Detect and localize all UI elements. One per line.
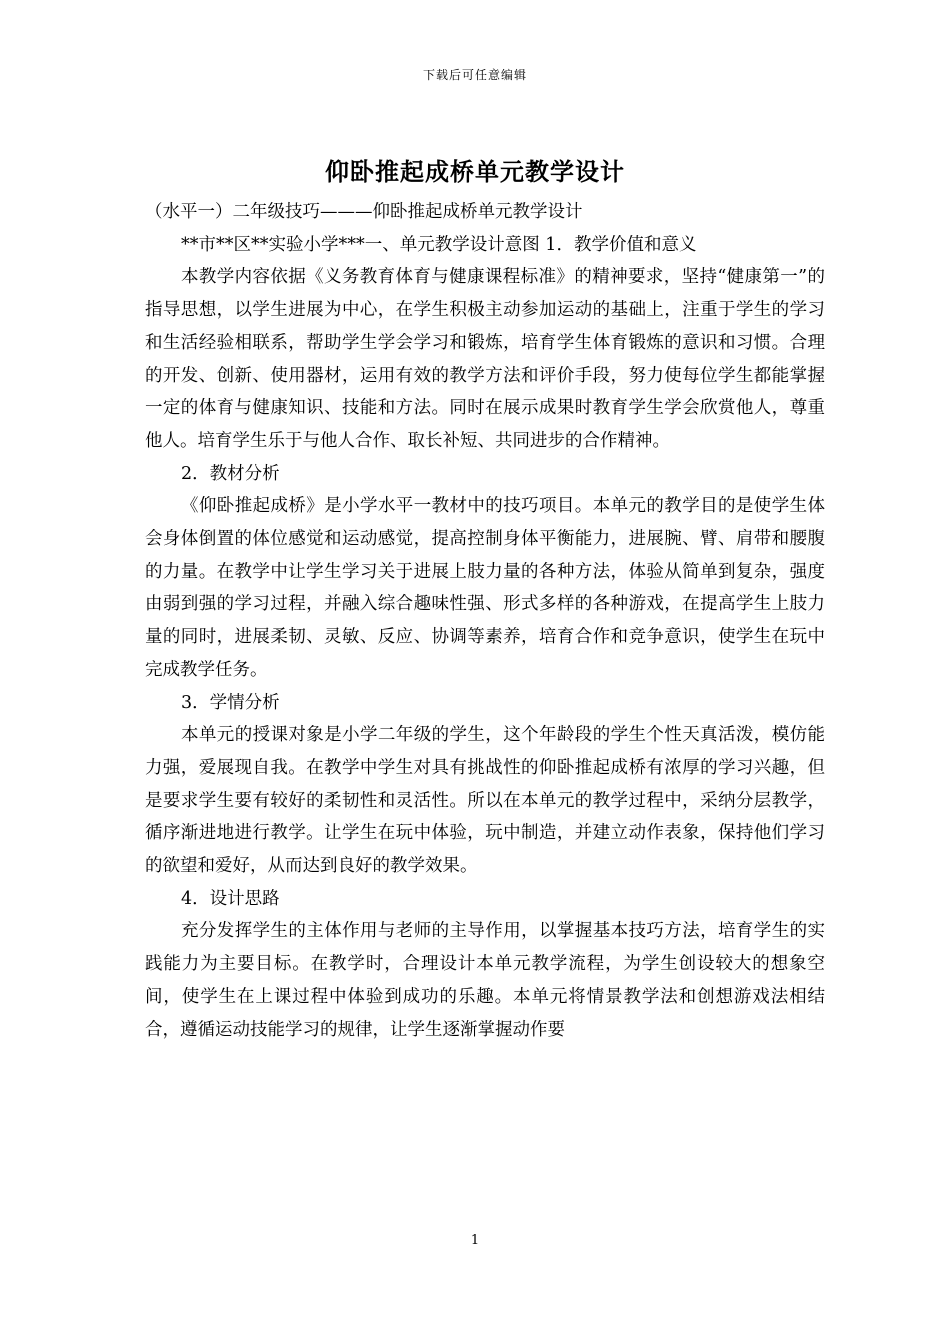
paragraph-student-analysis: 本单元的授课对象是小学二年级的学生，这个年龄段的学生个性天真活泼，模仿能力强，爱展现自我。在教学中学生对具有挑战性的仰卧推起成桥有浓厚的学习兴趣，但是要求学生要有较好的柔韧性和灵活性。所以在本单元的教学过程中，采纳分层教学，循序渐进地进行教学。让学生在玩中体验，玩中制造，并建立动作表象，保持他们学习的欲望和爱好，从而达到良好的教学效果。 <box>145 725 825 877</box>
paragraph-material-analysis: 《仰卧推起成桥》是小学水平一教材中的技巧项目。本单元的教学目的是使学生体会身体倒置的体位感觉和运动感觉，提高控制身体平衡能力，进展腕、臂、肩带和腰腹的力量。在教学中让学生学习关于进展上肢力量的各种方法，体验从简单到复杂，强度由弱到强的学习过程，并融入综合趣味性强、形式多样的各种游戏，在提高学生上肢力量的同时，进展柔韧、灵敏、反应、协调等素养，培育合作和竞争意识，使学生在玩中完成教学任务。 <box>145 496 825 680</box>
document-title: 仰卧推起成桥单元教学设计 <box>325 157 625 186</box>
document-body <box>145 196 825 1046</box>
heading-student-analysis: 3．学情分析 <box>181 692 280 713</box>
heading-design-idea: 4．设计思路 <box>181 888 280 909</box>
header-note: 下载后可任意编辑 <box>422 68 527 82</box>
paragraph-teaching-value: 本教学内容依据《义务教育体育与健康课程标准》的精神要求，坚持“健康第一”的指导思想，以学生进展为中心，在学生积极主动参加运动的基础上，注重于学生的学习和生活经验相联系，帮助学生学会学习和锻炼，培育学生体育锻炼的意识和习惯。合理的开发、创新、使用器材，运用有效的教学方法和评价手段，努力使每位学生都能掌握一定的体育与健康知识、技能和方法。同时在展示成果时教育学生学会欣赏他人，尊重他人。培育学生乐于与他人合作、取长补短、共同进步的合作精神。 <box>145 267 825 451</box>
paragraph-design-idea: 充分发挥学生的主体作用与老师的主导作用，以掌握基本技巧方法，培育学生的实践能力为主要目标。在教学时，合理设计本单元教学流程，为学生创设较大的想象空间，使学生在上课过程中体验到成功的乐趣。本单元将情景教学法和创想游戏法相结合，遵循运动技能学习的规律，让学生逐渐掌握动作要 <box>145 921 825 1040</box>
heading-material-analysis: 2．教材分析 <box>181 463 280 484</box>
school-line: **市**区**实验小学***一、单元教学设计意图 1．教学价值和意义 <box>181 234 697 255</box>
subtitle: （水平一）二年级技巧———仰卧推起成桥单元教学设计 <box>145 202 583 222</box>
page-number: 1 <box>470 1233 480 1248</box>
